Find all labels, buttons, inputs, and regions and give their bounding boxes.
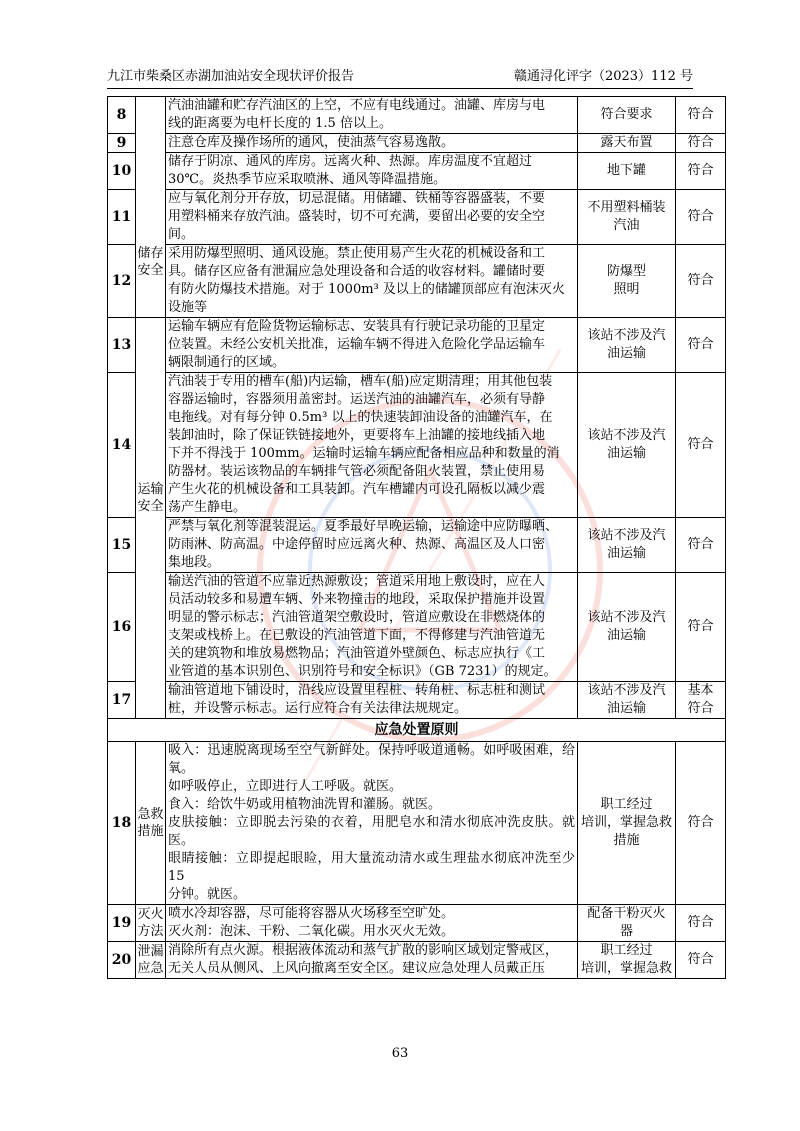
section-row xyxy=(108,719,726,742)
actual-measure: 职工经过 培训，掌握急救 措施 xyxy=(578,742,676,905)
result: 基本 符合 xyxy=(676,682,726,719)
requirement-text: 严禁与氧化剂等混装混运。夏季最好早晚运输，运输途中应防曝晒、 防雨淋、防高温。中途停留时应远离火种、热源、高温区及人口密 集地段。 xyxy=(166,518,578,573)
row-number: 11 xyxy=(108,190,136,245)
actual-measure: 该站不涉及汽 油运输 xyxy=(578,573,676,682)
table-row xyxy=(108,245,726,318)
safety-evaluation-table xyxy=(107,96,726,979)
row-number: 14 xyxy=(108,373,136,518)
table-row xyxy=(108,518,726,573)
category-fire-fighting: 灭火 方法 xyxy=(136,905,166,942)
actual-measure: 防爆型 照明 xyxy=(578,245,676,318)
table-row xyxy=(108,942,726,979)
actual-measure: 配备干粉灭火 器 xyxy=(578,905,676,942)
result: 符合 xyxy=(676,373,726,518)
requirement-text: 输送汽油的管道不应靠近热源敷设；管道采用地上敷设时，应在人 员活动较多和易遭车辆、外来物撞击的地段，采取保护措施并设置 明显的警示标志；汽油管道架空敷设时，管道应敷设在非燃烧体的 支架或栈桥上。在已敷设的汽油管道下面，不得修建与汽油管道无 关的建筑物和堆放易燃物品；汽油管道外壁颜色、标志应执行《工 业管道的基本识别色、识别符号和安全标识》（GB 7231）的规定。 xyxy=(166,573,578,682)
actual-measure: 该站不涉及汽 油运输 xyxy=(578,318,676,373)
category-first-aid: 急救 措施 xyxy=(136,742,166,905)
page-number: 63 xyxy=(391,1046,409,1061)
requirement-text: 输油管道地下铺设时，沿线应设置里程桩、转角桩、标志桩和测试 桩，并设警示标志。运行应符合有关法律法规规定。 xyxy=(166,682,578,719)
actual-measure: 职工经过 培训，掌握急救 xyxy=(578,942,676,979)
category-storage-safety: 储存 安全 xyxy=(136,97,166,318)
result: 符合 xyxy=(676,134,726,153)
report-number: 赣通浔化评字（2023）112 号 xyxy=(513,69,693,84)
result: 符合 xyxy=(676,518,726,573)
section-title-emergency: 应急处置原则 xyxy=(108,719,726,742)
actual-measure: 不用塑料桶装 汽油 xyxy=(578,190,676,245)
requirement-text: 喷水冷却容器，尽可能将容器从火场移至空旷处。 灭火剂：泡沫、干粉、二氧化碳。用水灭火无效。 xyxy=(166,905,578,942)
header-divider xyxy=(107,88,693,89)
actual-measure: 露天布置 xyxy=(578,134,676,153)
table-row xyxy=(108,742,726,905)
requirement-text: 汽油油罐和贮存汽油区的上空，不应有电线通过。油罐、库房与电 线的距离要为电杆长度的 1.5 倍以上。 xyxy=(166,97,578,134)
row-number: 20 xyxy=(108,942,136,979)
requirement-text: 运输车辆应有危险货物运输标志、安装具有行驶记录功能的卫星定 位装置。未经公安机关批准，运输车辆不得进入危险化学品运输车 辆限制通行的区域。 xyxy=(166,318,578,373)
requirement-text: 采用防爆型照明、通风设施。禁止使用易产生火花的机械设备和工 具。储存区应备有泄漏应急处理设备和合适的收容材料。罐储时要 有防火防爆技术措施。对于 1000m³ 及以上的储罐顶部应有泡沫灭火 设施等 xyxy=(166,245,578,318)
result: 符合 xyxy=(676,742,726,905)
requirement-text: 应与氧化剂分开存放，切忌混储。用储罐、铁桶等容器盛装，不要 用塑料桶来存放汽油。盛装时，切不可充满，要留出必要的安全空 间。 xyxy=(166,190,578,245)
requirement-text: 储存于阴凉、通风的库房。远离火种、热源。库房温度不宜超过 30℃。炎热季节应采取喷淋、通风等降温措施。 xyxy=(166,153,578,190)
row-number: 12 xyxy=(108,245,136,318)
actual-measure: 该站不涉及汽 油运输 xyxy=(578,682,676,719)
table-row xyxy=(108,134,726,153)
actual-measure: 该站不涉及汽 油运输 xyxy=(578,373,676,518)
result: 符合 xyxy=(676,942,726,979)
table-row xyxy=(108,905,726,942)
result: 符合 xyxy=(676,905,726,942)
table-row xyxy=(108,190,726,245)
result: 符合 xyxy=(676,573,726,682)
actual-measure: 符合要求 xyxy=(578,97,676,134)
actual-measure: 地下罐 xyxy=(578,153,676,190)
row-number: 18 xyxy=(108,742,136,905)
row-number: 15 xyxy=(108,518,136,573)
row-number: 8 xyxy=(108,97,136,134)
table-row xyxy=(108,573,726,682)
category-leak-emergency: 泄漏 应急 xyxy=(136,942,166,979)
row-number: 13 xyxy=(108,318,136,373)
result: 符合 xyxy=(676,97,726,134)
row-number: 19 xyxy=(108,905,136,942)
result: 符合 xyxy=(676,190,726,245)
requirement-text: 消除所有点火源。根据液体流动和蒸气扩散的影响区域划定警戒区， 无关人员从侧风、上风向撤离至安全区。建议应急处理人员戴正压 xyxy=(166,942,578,979)
requirement-text: 注意仓库及操作场所的通风，使油蒸气容易逸散。 xyxy=(166,134,578,153)
category-transport-safety: 运输 安全 xyxy=(136,318,166,719)
result: 符合 xyxy=(676,245,726,318)
row-number: 16 xyxy=(108,573,136,682)
actual-measure: 该站不涉及汽 油运输 xyxy=(578,518,676,573)
table-row xyxy=(108,153,726,190)
table-row xyxy=(108,318,726,373)
requirement-text: 吸入：迅速脱离现场至空气新鲜处。保持呼吸道通畅。如呼吸困难，给氧。 如呼吸停止，立即进行人工呼吸。就医。 食入：给饮牛奶或用植物油洗胃和灌肠。就医。 皮肤接触：立即脱去污染的衣着，用肥皂水和清水彻底冲洗皮肤。就医。 眼睛接触：立即提起眼睑，用大量流动清水或生理盐水彻底冲洗至少 15 分钟。就医。 xyxy=(166,742,578,905)
row-number: 9 xyxy=(108,134,136,153)
table-row xyxy=(108,682,726,719)
result: 符合 xyxy=(676,318,726,373)
result: 符合 xyxy=(676,153,726,190)
row-number: 10 xyxy=(108,153,136,190)
report-title: 九江市柴桑区赤湖加油站安全现状评价报告 xyxy=(107,69,355,84)
table-row xyxy=(108,373,726,518)
table-row xyxy=(108,97,726,134)
requirement-text: 汽油装于专用的槽车(船)内运输，槽车(船)应定期清理；用其他包装 容器运输时，容器须用盖密封。运送汽油的油罐汽车，必须有导静 电拖线。对有每分钟 0.5m³ 以上的快速装卸油设备的油罐汽车，在 装卸油时，除了保证铁链接地外，更要将车上油罐的接地线插入地 下并不得浅于 100mm。运输时运输车辆应配备相应品种和数量的消 防器材。装运该物品的车辆排气管必须配备阻火装置，禁止使用易 产生火花的机械设备和工具装卸。汽车槽罐内可设孔隔板以减少震 荡产生静电。 xyxy=(166,373,578,518)
row-number: 17 xyxy=(108,682,136,719)
page-header xyxy=(107,66,693,84)
